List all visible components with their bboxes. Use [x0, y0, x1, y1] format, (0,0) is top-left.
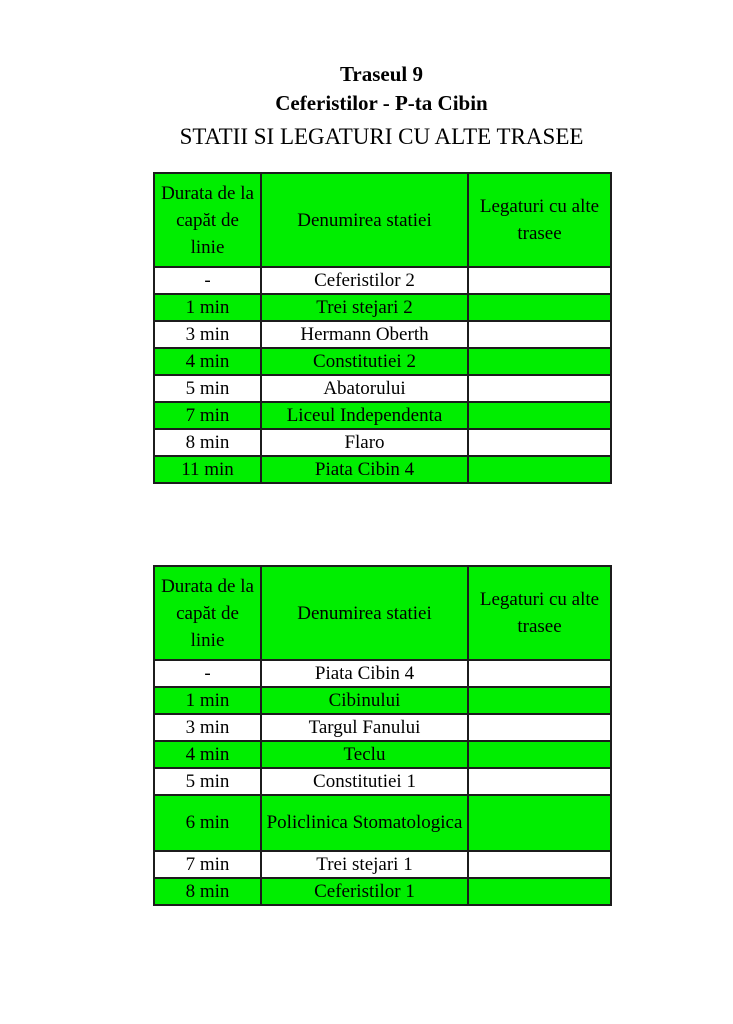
station-cell: Targul Fanului	[261, 714, 468, 741]
connections-cell	[468, 851, 611, 878]
station-cell: Trei stejari 1	[261, 851, 468, 878]
table-row	[154, 348, 611, 375]
duration-cell: 4 min	[154, 741, 261, 768]
station-cell: Constitutiei 1	[261, 768, 468, 795]
station-cell: Ceferistilor 1	[261, 878, 468, 905]
station-cell: Piata Cibin 4	[261, 660, 468, 687]
header-row	[154, 566, 611, 660]
route-table-1	[153, 172, 612, 484]
table-row	[154, 267, 611, 294]
col-header-connections: Legaturi cu alte trasee	[468, 566, 611, 660]
duration-cell: 7 min	[154, 851, 261, 878]
title-block	[153, 60, 610, 153]
duration-cell: 7 min	[154, 402, 261, 429]
header-row	[154, 173, 611, 267]
station-cell: Policlinica Stomatologica	[261, 795, 468, 851]
table-row	[154, 714, 611, 741]
duration-cell: 6 min	[154, 795, 261, 851]
table-row	[154, 321, 611, 348]
duration-cell: 3 min	[154, 321, 261, 348]
duration-cell: 3 min	[154, 714, 261, 741]
duration-cell: 1 min	[154, 294, 261, 321]
table-row	[154, 687, 611, 714]
connections-cell	[468, 429, 611, 456]
col-header-station: Denumirea statiei	[261, 173, 468, 267]
connections-cell	[468, 768, 611, 795]
table-row	[154, 429, 611, 456]
duration-cell: 8 min	[154, 429, 261, 456]
duration-cell: 4 min	[154, 348, 261, 375]
station-cell: Constitutiei 2	[261, 348, 468, 375]
col-header-connections: Legaturi cu alte trasee	[468, 173, 611, 267]
table-row	[154, 878, 611, 905]
station-cell: Cibinului	[261, 687, 468, 714]
table-body	[154, 267, 611, 483]
station-cell: Trei stejari 2	[261, 294, 468, 321]
route-title: Traseul 9	[339, 62, 424, 86]
col-header-duration: Durata de la capăt de linie	[154, 566, 261, 660]
connections-cell	[468, 375, 611, 402]
route-endpoints: Ceferistilor - P-ta Cibin	[275, 91, 488, 115]
duration-cell: 5 min	[154, 375, 261, 402]
connections-cell	[468, 687, 611, 714]
station-cell: Teclu	[261, 741, 468, 768]
table-row	[154, 768, 611, 795]
table-body	[154, 660, 611, 905]
connections-cell	[468, 714, 611, 741]
duration-cell: -	[154, 660, 261, 687]
duration-cell: 5 min	[154, 768, 261, 795]
connections-cell	[468, 321, 611, 348]
station-cell: Abatorului	[261, 375, 468, 402]
connections-cell	[468, 660, 611, 687]
duration-cell: -	[154, 267, 261, 294]
duration-cell: 11 min	[154, 456, 261, 483]
page-subtitle: STATII SI LEGATURI CU ALTE TRASEE	[179, 124, 584, 149]
connections-cell	[468, 795, 611, 851]
connections-cell	[468, 294, 611, 321]
station-cell: Ceferistilor 2	[261, 267, 468, 294]
table-row	[154, 660, 611, 687]
duration-cell: 8 min	[154, 878, 261, 905]
table-row	[154, 294, 611, 321]
table-row	[154, 375, 611, 402]
table-row	[154, 741, 611, 768]
connections-cell	[468, 348, 611, 375]
connections-cell	[468, 267, 611, 294]
table-header	[154, 566, 611, 660]
connections-cell	[468, 741, 611, 768]
table-header	[154, 173, 611, 267]
connections-cell	[468, 402, 611, 429]
station-cell: Flaro	[261, 429, 468, 456]
route-table-2	[153, 565, 612, 906]
connections-cell	[468, 878, 611, 905]
station-cell: Hermann Oberth	[261, 321, 468, 348]
table-row	[154, 456, 611, 483]
connections-cell	[468, 456, 611, 483]
table-row	[154, 795, 611, 851]
station-cell: Liceul Independenta	[261, 402, 468, 429]
duration-cell: 1 min	[154, 687, 261, 714]
col-header-station: Denumirea statiei	[261, 566, 468, 660]
table-row	[154, 851, 611, 878]
table-row	[154, 402, 611, 429]
station-cell: Piata Cibin 4	[261, 456, 468, 483]
col-header-duration: Durata de la capăt de linie	[154, 173, 261, 267]
